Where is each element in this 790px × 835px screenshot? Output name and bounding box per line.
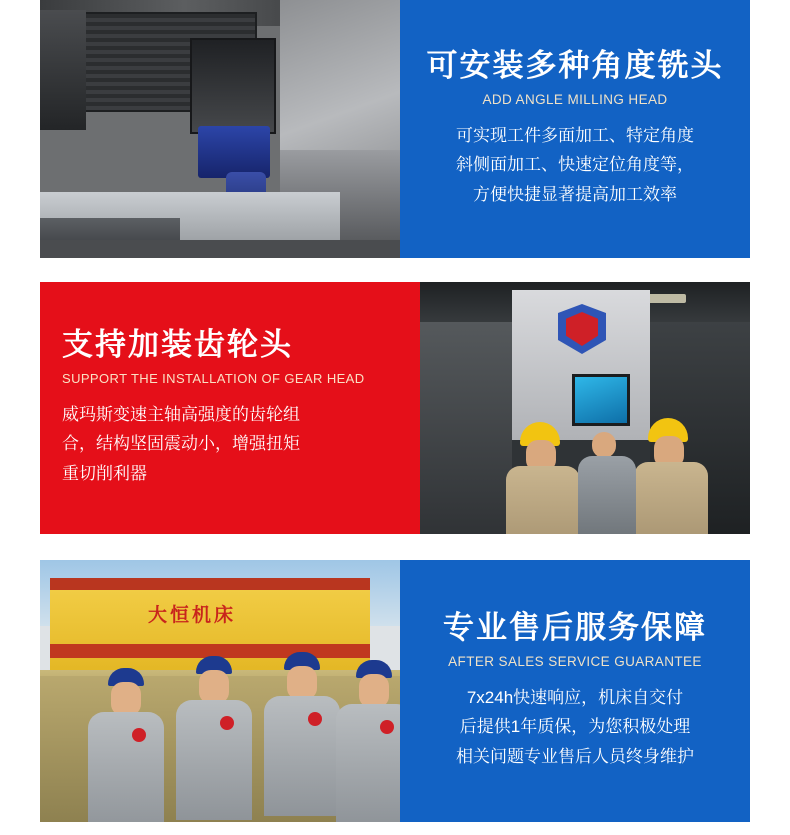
- uniform-badge: [220, 716, 234, 730]
- photo-gear-head-operation: [420, 282, 750, 534]
- milling-head-housing: [190, 38, 276, 134]
- worker-face: [592, 432, 616, 458]
- building-roof: [50, 578, 370, 590]
- text-panel-angle-milling-head: [400, 0, 750, 258]
- body-line: 合，结构坚固震动小，增强扭矩: [62, 434, 300, 454]
- section-title-cn: 专业售后服务保障: [443, 610, 707, 646]
- worker-uniform: [634, 462, 708, 534]
- angle-head-blue-body: [198, 126, 270, 178]
- cnc-control-screen: [572, 374, 630, 426]
- section-body: [62, 400, 406, 489]
- photo-angle-milling-head: [40, 0, 400, 258]
- body-line: 相关问题专业售后人员终身维护: [456, 747, 694, 767]
- section-title-en: AFTER SALES SERVICE GUARANTEE: [448, 653, 702, 669]
- body-line: 方便快捷显著提高加工效率: [473, 185, 677, 205]
- section-body: [456, 121, 694, 210]
- machine-column: [40, 10, 86, 130]
- section-title-cn: 可安装多种角度铣头: [426, 48, 724, 84]
- worker-right: [626, 418, 726, 534]
- section-title-en: ADD ANGLE MILLING HEAD: [482, 91, 668, 107]
- feature-section-angle-milling-head: [40, 0, 750, 258]
- member-uniform: [88, 712, 164, 822]
- member-face: [359, 674, 389, 708]
- uniform-badge: [308, 712, 322, 726]
- text-panel-gear-head: [40, 282, 420, 534]
- body-line: 重切削利器: [62, 464, 147, 484]
- member-uniform: [176, 700, 252, 820]
- team-member: [332, 660, 400, 822]
- member-uniform: [264, 696, 340, 816]
- photo-service-team: [40, 560, 400, 822]
- workshop-floor: [40, 240, 400, 258]
- text-panel-after-sales: [400, 560, 750, 822]
- section-title-en: SUPPORT THE INSTALLATION OF GEAR HEAD: [62, 370, 365, 386]
- worker-uniform: [506, 466, 580, 534]
- feature-section-after-sales: [40, 560, 750, 822]
- feature-section-gear-head: [40, 282, 750, 534]
- body-line: 可实现工件多面加工、特定角度: [456, 125, 694, 145]
- body-line: 威玛斯变速主轴高强度的齿轮组: [62, 404, 300, 424]
- body-line: 斜侧面加工、快速定位角度等，: [456, 155, 694, 175]
- body-line: 后提供1年质保，为您积极处理: [459, 717, 691, 737]
- team-member: [168, 656, 260, 822]
- uniform-badge: [380, 720, 394, 734]
- uniform-badge: [132, 728, 146, 742]
- worker-background: [578, 432, 638, 534]
- worker-uniform: [578, 456, 636, 534]
- member-face: [111, 682, 141, 716]
- section-title-cn: 支持加装齿轮头: [62, 327, 293, 363]
- member-face: [199, 670, 229, 704]
- team-member: [80, 668, 172, 822]
- body-line: 7x24h快速响应，机床自交付: [466, 687, 684, 707]
- member-face: [287, 666, 317, 700]
- building-sign-text: 大恒机床: [148, 604, 237, 626]
- ceiling-light: [644, 294, 686, 303]
- section-body: [456, 683, 694, 772]
